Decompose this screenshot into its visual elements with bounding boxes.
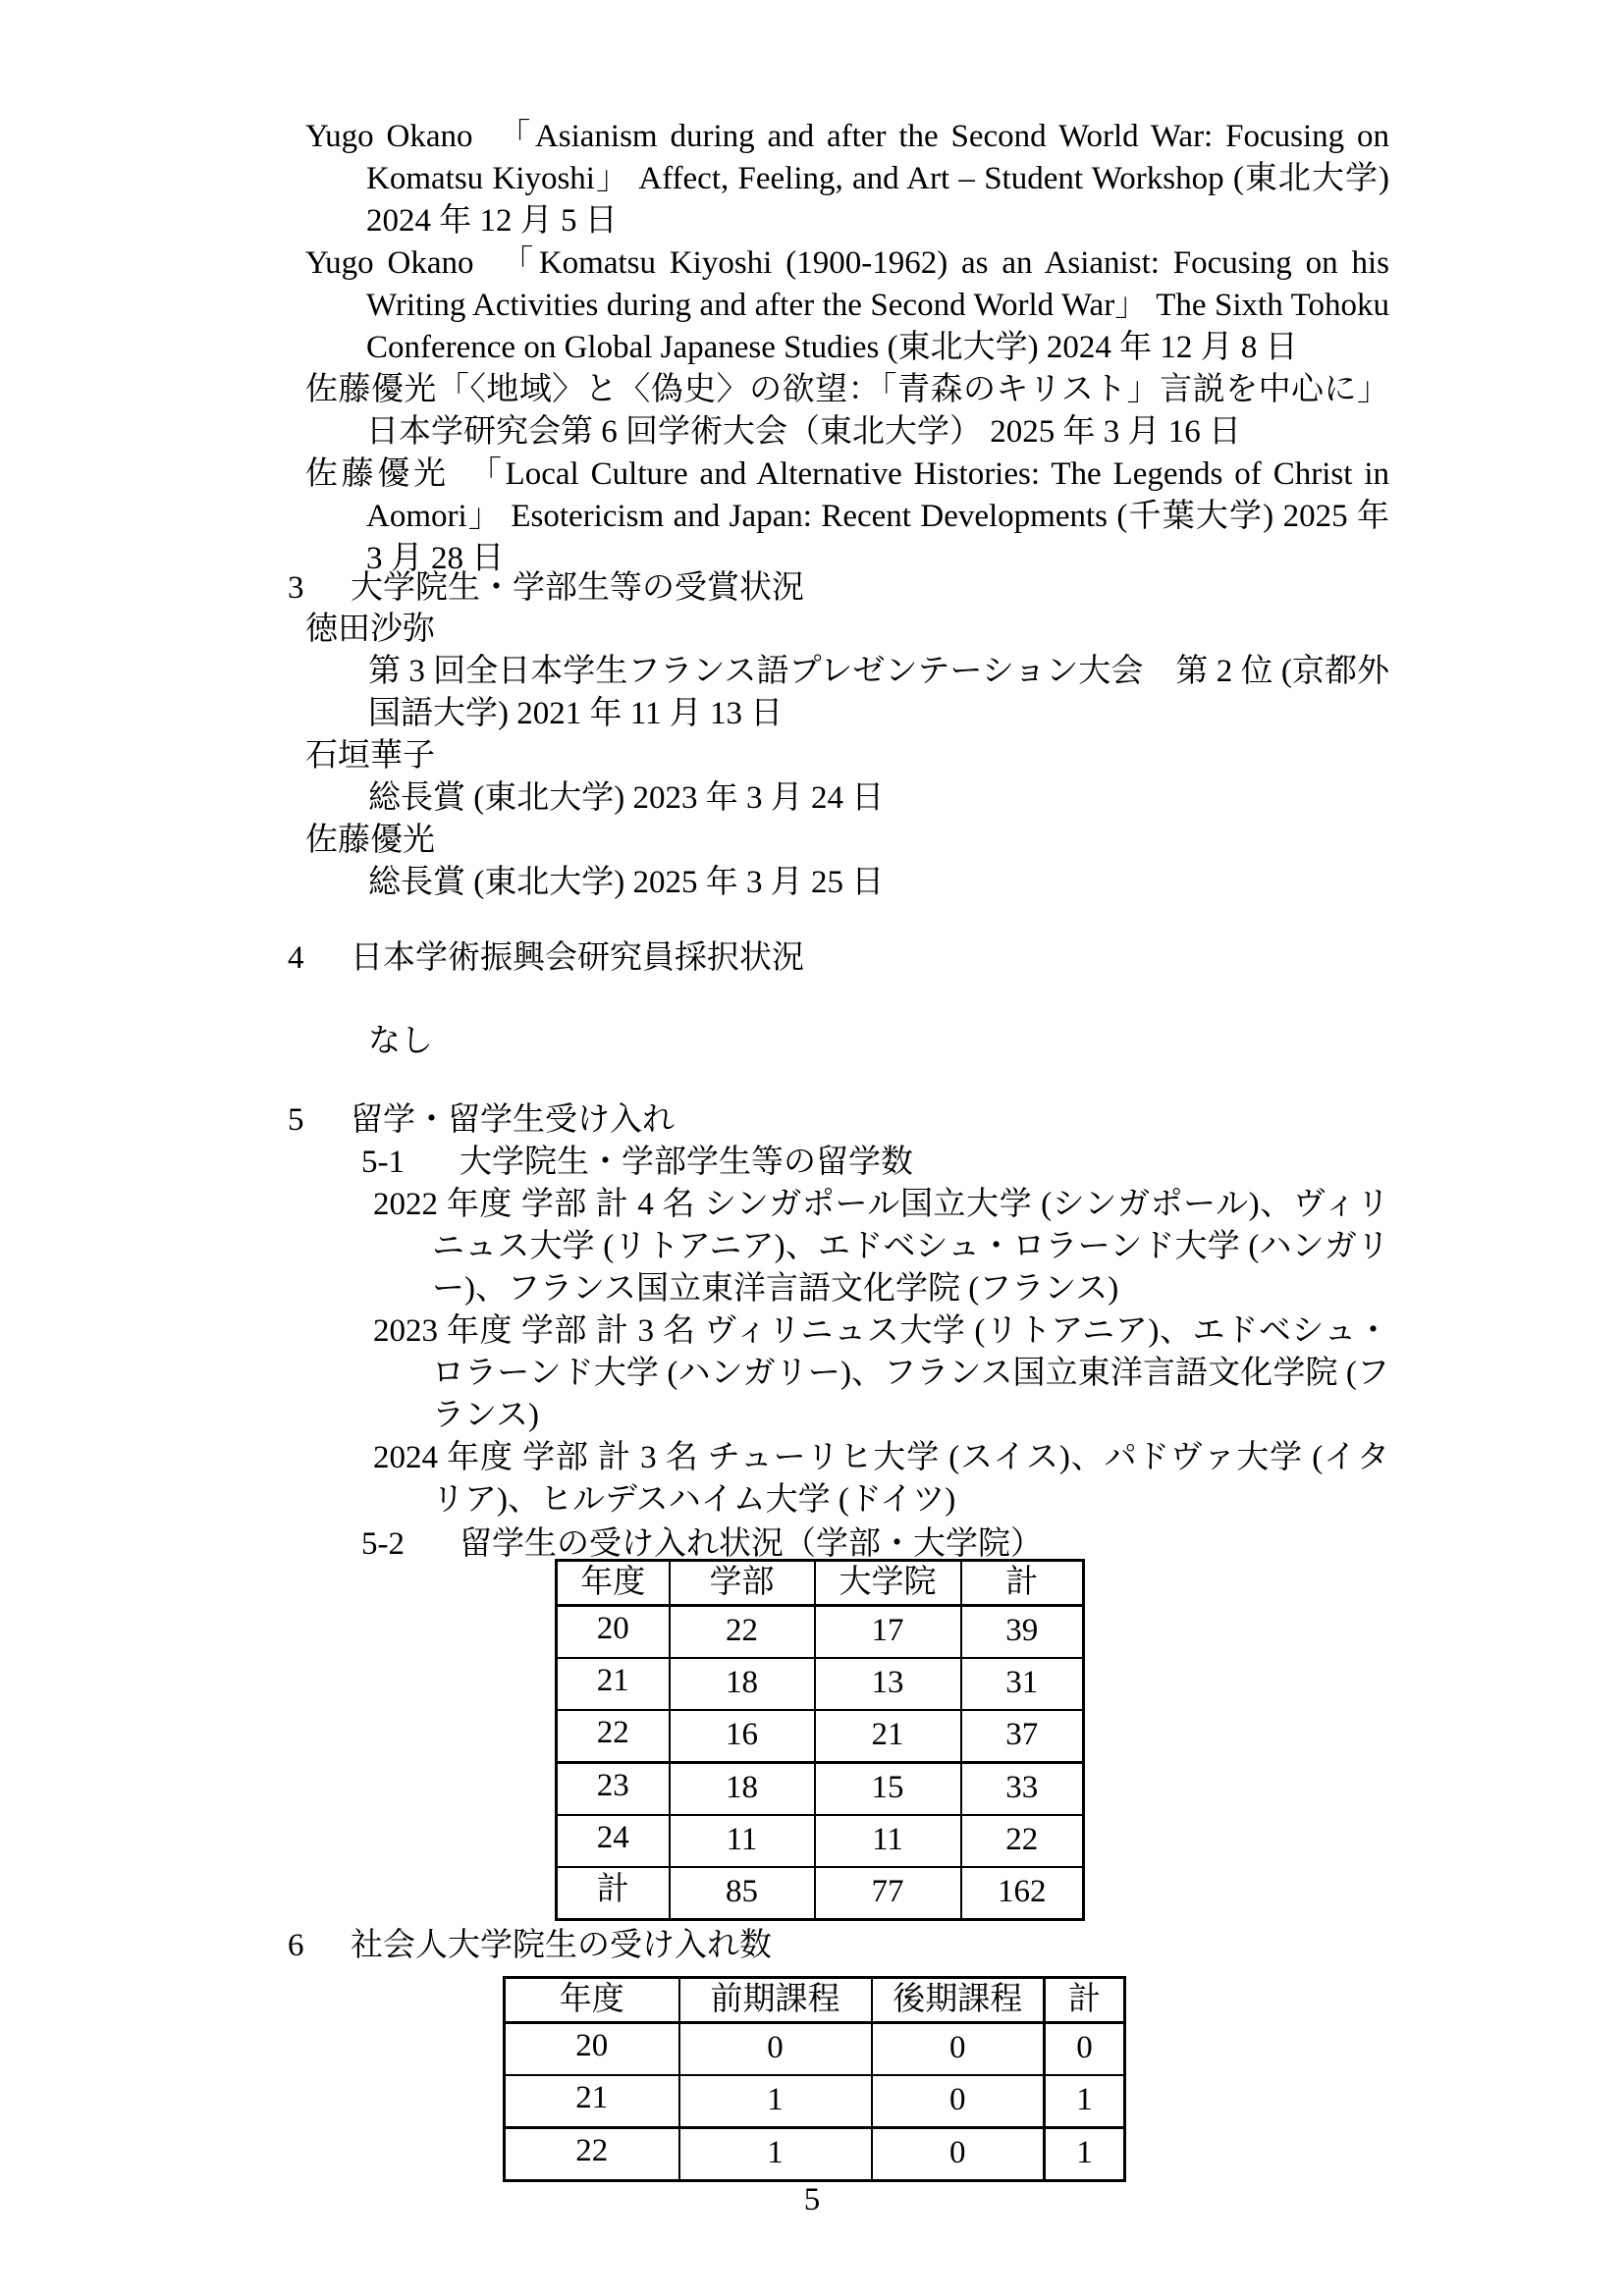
table-cell: 77 [815, 1867, 961, 1920]
table-header-row [505, 1978, 1125, 2023]
section-5-title: 留学・留学生受け入れ [351, 1102, 675, 1138]
table-row [557, 1710, 1084, 1763]
section-6-number: 6 [288, 1928, 304, 1963]
table-cell: 17 [815, 1606, 961, 1659]
table-cell: 18 [670, 1763, 815, 1816]
table-cell: 33 [961, 1763, 1084, 1816]
award-entry [305, 609, 1389, 735]
section-4-title: 日本学術振興会研究員採択状況 [351, 940, 804, 976]
section-5-1-title: 大学院生・学部学生等の留学数 [460, 1145, 913, 1180]
section-5-heading [288, 1099, 675, 1142]
section-4-heading [288, 937, 804, 980]
award-entry [305, 735, 1389, 820]
table-cell: 39 [961, 1606, 1084, 1659]
section-6-heading [288, 1925, 772, 1967]
table-cell: 1 [679, 2075, 872, 2128]
award-detail: 総長賞 (東北大学) 2025 年 3 月 25 日 [368, 865, 885, 900]
table-cell: 21 [815, 1710, 961, 1763]
table-cell: 0 [1045, 2023, 1125, 2076]
international-students-table [555, 1559, 1085, 1921]
study-abroad-item: 2024 年度 学部 計 3 名 チューリヒ大学 (スイス)、パドヴァ大学 (イタリア)、ヒルデスハイム大学 (ドイツ) [373, 1440, 1389, 1518]
section-4-number: 4 [288, 940, 304, 976]
table-cell: 0 [872, 2128, 1045, 2181]
table-cell: 13 [815, 1658, 961, 1710]
section-3-title: 大学院生・学部生等の受賞状況 [351, 570, 804, 606]
study-abroad-item: 2023 年度 学部 計 3 名 ヴィリニュス大学 (リトアニア)、エドベシュ・ロラーンド大学 (ハンガリー)、フランス国立東洋言語文化学院 (フランス) [373, 1313, 1389, 1433]
award-detail: 総長賞 (東北大学) 2023 年 3 月 24 日 [368, 780, 885, 816]
table-cell: 22 [670, 1606, 815, 1659]
table-cell: 18 [670, 1658, 815, 1710]
table-header-cell: 計 [1045, 1978, 1125, 2023]
section-5-1-heading [361, 1142, 913, 1184]
table-cell: 11 [815, 1815, 961, 1867]
table-cell: 22 [961, 1815, 1084, 1867]
table-cell: 22 [557, 1710, 670, 1763]
presentation-item: 佐藤優光 「Local Culture and Alternative Histories: The Legends of Christ in Aomori」 Esotericism and Japan: Recent Developments (千葉大学) 2025 年 3 月 28 日 [305, 456, 1389, 576]
award-name: 石垣華子 [305, 738, 435, 774]
section-5-2-title: 留学生の受け入れ状況（学部・大学院） [460, 1526, 1043, 1562]
award-name: 佐藤優光 [305, 823, 435, 858]
table-total-row [557, 1867, 1084, 1920]
table-cell: 計 [557, 1867, 670, 1920]
page-number: 5 [803, 2182, 821, 2217]
working-adult-students-table [503, 1976, 1126, 2182]
table-row [557, 1606, 1084, 1659]
table-row [557, 1763, 1084, 1816]
study-abroad-item: 2022 年度 学部 計 4 名 シンガポール国立大学 (シンガポール)、ヴィリニュス大学 (リトアニア)、エドベシュ・ロラーンド大学 (ハンガリー)、フランス国立東洋言語文化学院 (フランス) [373, 1187, 1389, 1307]
table-header-row [557, 1561, 1084, 1606]
table-header-cell: 後期課程 [872, 1978, 1045, 2023]
table-header-cell: 年度 [557, 1561, 670, 1606]
table-cell: 24 [557, 1815, 670, 1867]
presentation-item: Yugo Okano 「Komatsu Kiyoshi (1900-1962) as an Asianist: Focusing on his Writing Activities during and after the Second World War」 The Sixth Tohoku Conference on Global Japanese Studies (東北大学) 2024 年 12 月 8 日 [305, 245, 1389, 365]
table-row [505, 2075, 1125, 2128]
awards-list [305, 609, 1389, 904]
section-5-number: 5 [288, 1102, 304, 1138]
table-cell: 1 [1045, 2075, 1125, 2128]
section-3-number: 3 [288, 570, 304, 606]
presentation-list [305, 116, 1389, 580]
table-row [557, 1815, 1084, 1867]
section-5-2-number: 5-2 [361, 1526, 405, 1562]
table-cell: 162 [961, 1867, 1084, 1920]
table-cell: 23 [557, 1763, 670, 1816]
table-cell: 0 [679, 2023, 872, 2076]
section-3-heading [288, 567, 804, 610]
table-cell: 1 [679, 2128, 872, 2181]
table-header-cell: 前期課程 [679, 1978, 872, 2023]
table-cell: 1 [1045, 2128, 1125, 2181]
table-header-cell: 年度 [505, 1978, 679, 2023]
table-cell: 21 [505, 2075, 679, 2128]
section-6-title: 社会人大学院生の受け入れ数 [351, 1928, 772, 1963]
table-header-cell: 学部 [670, 1561, 815, 1606]
table-cell: 0 [872, 2023, 1045, 2076]
presentation-item: 佐藤優光「〈地域〉と〈偽史〉の欲望：「青森のキリスト」言説を中心に」日本学研究会第 6 回学術大会（東北大学） 2025 年 3 月 16 日 [305, 372, 1389, 450]
table-cell: 22 [505, 2128, 679, 2181]
table-header-cell: 大学院 [815, 1561, 961, 1606]
table-cell: 16 [670, 1710, 815, 1763]
table-cell: 37 [961, 1710, 1084, 1763]
table-cell: 15 [815, 1763, 961, 1816]
award-name: 徳田沙弥 [305, 612, 435, 647]
table-cell: 21 [557, 1658, 670, 1710]
table-header-cell: 計 [961, 1561, 1084, 1606]
table-row [505, 2128, 1125, 2181]
table-row [557, 1658, 1084, 1710]
table-cell: 20 [505, 2023, 679, 2076]
table-cell: 0 [872, 2075, 1045, 2128]
presentation-item: Yugo Okano 「Asianism during and after the Second World War: Focusing on Komatsu Kiyoshi」 Affect, Feeling, and Art – Student Workshop (東北大学) 2024 年 12 月 5 日 [305, 119, 1389, 239]
award-detail: 第 3 回全日本学生フランス語プレゼンテーション大会 第 2 位 (京都外国語大学) 2021 年 11 月 13 日 [368, 654, 1389, 731]
table-cell: 85 [670, 1867, 815, 1920]
table-row [505, 2023, 1125, 2076]
table-cell: 11 [670, 1815, 815, 1867]
table-cell: 31 [961, 1658, 1084, 1710]
section-5-1-number: 5-1 [361, 1145, 405, 1180]
section-4-body: なし [368, 1024, 433, 1059]
award-entry [305, 820, 1389, 904]
study-abroad-list [373, 1184, 1389, 1522]
table-cell: 20 [557, 1606, 670, 1659]
